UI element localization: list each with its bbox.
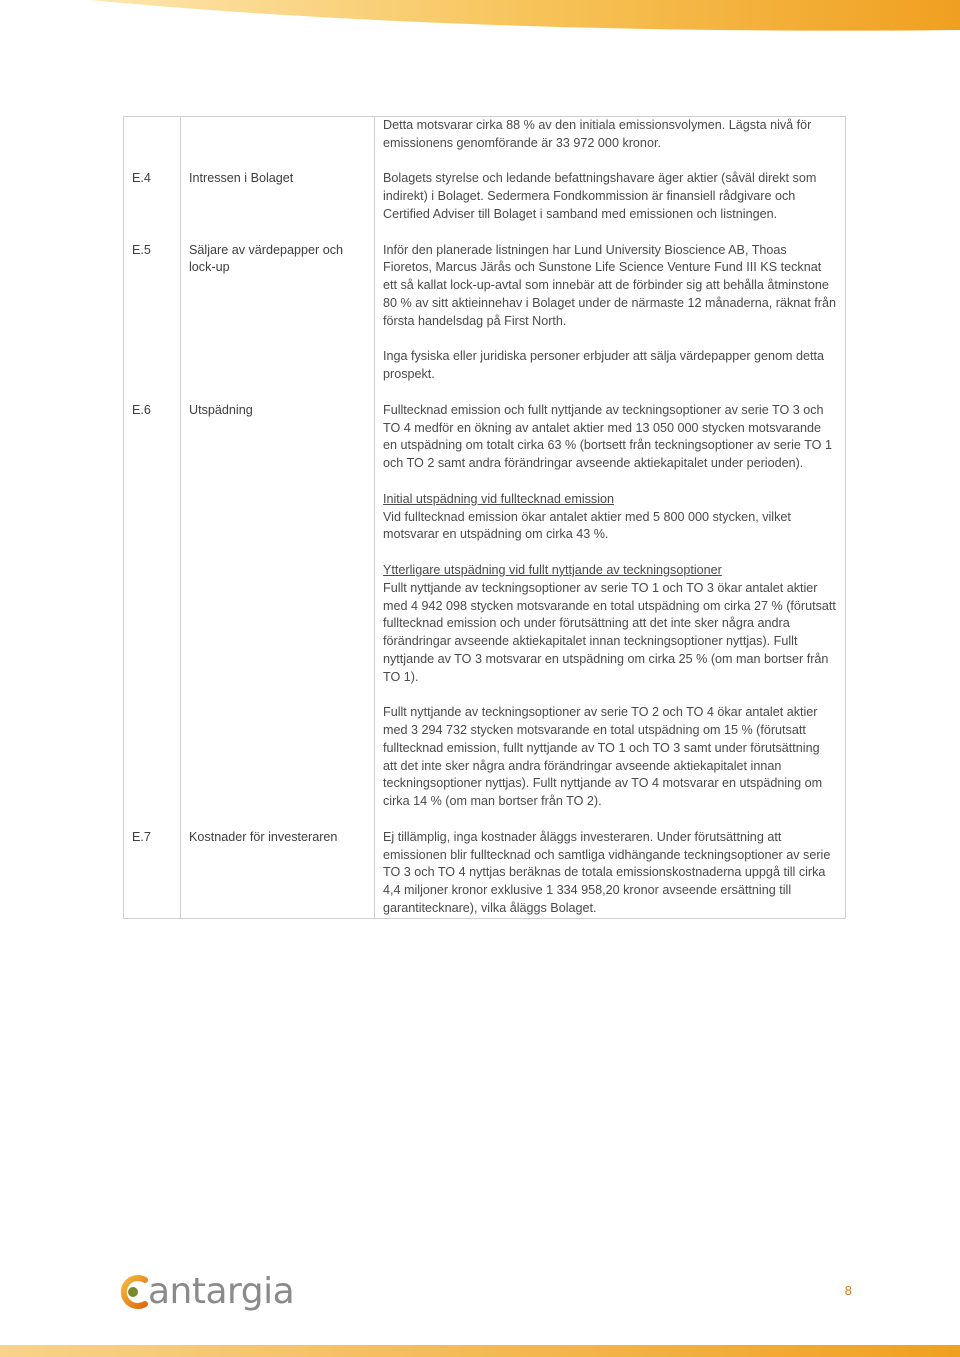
paragraph: Fulltecknad emission och fullt nyttjande av teckningsoptioner av serie TO 3 och TO 4 medför en ökning av antalet aktier med 13 050 000 stycken motsvarande en utspädning om totalt cirka 63 % (bortsett från teckningsoptioner av serie TO 1 och TO 2 samt andra förändringar avseende aktiekapitalet under perioden). <box>383 402 832 471</box>
summary-table <box>123 116 846 919</box>
paragraph: Bolagets styrelse och ledande befattningshavare äger aktier (såväl direkt som indirekt) i Bolaget. Sedermera Fondkommission är finansiell rådgivare och Certified Adviser till Bolaget i samband med emissionen och listningen. <box>383 171 817 221</box>
paragraph: Inga fysiska eller juridiska personer erbjuder att sälja värdepapper genom detta prospekt. <box>383 349 825 382</box>
row-content <box>375 117 846 171</box>
row-heading: Säljare av värdepapper och lock-up <box>181 242 375 402</box>
row-id: E.4 <box>124 170 181 241</box>
cantargia-logo <box>115 1270 295 1314</box>
subheading: Initial utspädning vid fulltecknad emission <box>383 491 615 506</box>
row-heading: Intressen i Bolaget <box>181 170 375 241</box>
row-id: E.5 <box>124 242 181 402</box>
paragraph: Detta motsvarar cirka 88 % av den initiala emissionsvolymen. Lägsta nivå för emissionens genomförande är 33 972 000 kronor. <box>383 118 812 150</box>
logo-wordmark: antargia <box>148 1271 295 1312</box>
row-content <box>375 829 846 918</box>
row-content <box>375 402 846 829</box>
row-id: E.7 <box>124 829 181 918</box>
paragraph: Vid fulltecknad emission ökar antalet aktier med 5 800 000 stycken, vilket motsvarar en utspädning om cirka 43 %. <box>383 509 791 542</box>
paragraph: Inför den planerade listningen har Lund University Bioscience AB, Thoas Fioretos, Marcus Järås och Sunstone Life Science Venture Fund III KS tecknat ett så kallat lock-up-avtal som innebär att de förbinder sig att behålla åtminstone 80 % av sitt aktieinnehav i Bolaget under de närmaste 12 månaderna, räknat från första handelsdag på First North. <box>383 242 836 328</box>
subheading: Ytterligare utspädning vid fullt nyttjande av teckningsoptioner <box>383 562 722 577</box>
row-heading: Kostnader för investeraren <box>181 829 375 918</box>
row-heading: Utspädning <box>181 402 375 829</box>
footer-band-decoration <box>0 1345 960 1357</box>
header-swoosh-decoration <box>0 0 960 40</box>
paragraph: Ej tillämplig, inga kostnader åläggs investeraren. Under förutsättning att emissionen blir fulltecknad och samtliga vidhängande teckningsoptioner av serie TO 3 och TO 4 nyttjas beräknas de totala emissionskostnaderna uppgå till cirka 4,4 miljoner kronor exklusive 1 334 958,20 kronor avseende ersättning till garantitecknare), vilka åläggs Bolaget. <box>383 829 831 916</box>
row-id: E.6 <box>124 402 181 829</box>
row-id <box>124 117 181 171</box>
row-content <box>375 170 846 241</box>
page-number: 8 <box>844 1283 852 1298</box>
paragraph: Fullt nyttjande av teckningsoptioner av serie TO 1 och TO 3 ökar antalet aktier med 4 942 098 stycken motsvarande en total utspädning om cirka 27 % (förutsatt fulltecknad emission och under förutsättning att det inte sker några andra förändringar avseende aktiekapitalet innan teckningsoptioner nyttjas). Fullt nyttjande av TO 3 motsvarar en utspädning om cirka 25 % (om man bortser från TO 1). <box>383 580 836 684</box>
paragraph: Fullt nyttjande av teckningsoptioner av serie TO 2 och TO 4 ökar antalet aktier med 3 294 732 stycken motsvarande en total utspädning om 15 % (förutsatt fulltecknad emission, fullt nyttjande av TO 1 och TO 3 samt under förutsättning att det inte sker några andra förändringar avseende aktiekapitalet innan teckningsoptioner nyttjas). Fullt nyttjande av TO 4 motsvarar en utspädning om cirka 14 % (om man bortser från TO 2). <box>383 705 823 809</box>
row-heading <box>181 117 375 171</box>
row-content <box>375 242 846 402</box>
